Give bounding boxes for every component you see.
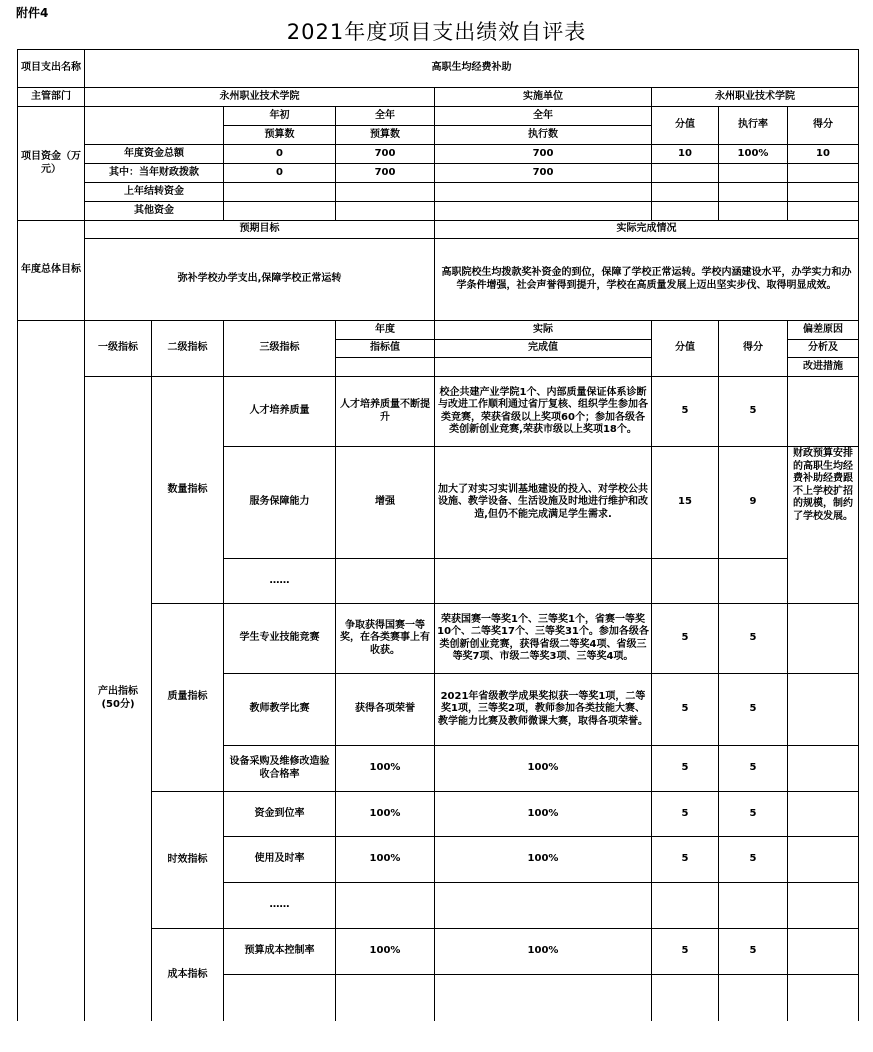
time-r3-name: …… <box>224 883 336 929</box>
funds-row-name: 上年结转资金 <box>85 183 224 202</box>
qual-r2-target: 获得各项荣誉 <box>336 674 435 746</box>
output-label-sub: (50分) <box>101 698 135 710</box>
ind-h-blank1 <box>336 358 435 377</box>
funds-h-score: 分值 <box>652 107 719 145</box>
output-label <box>85 377 152 1021</box>
funds-row-score <box>652 183 719 202</box>
ind-h-blank2 <box>435 358 652 377</box>
funds-h-got: 得分 <box>788 107 859 145</box>
qual-r3-name: 设备采购及维修改造验收合格率 <box>224 746 336 792</box>
funds-row-score <box>652 202 719 221</box>
qual-r1-target: 争取获得国赛一等奖，在各类赛事上有收获。 <box>336 604 435 674</box>
qty-r3-actual <box>435 559 652 604</box>
funds-row-got <box>788 202 859 221</box>
time-r2-dev <box>788 837 859 883</box>
qual-r2-dev <box>788 674 859 746</box>
cost-r2-score <box>652 975 719 1021</box>
funds-row-c <box>435 202 652 221</box>
time-r2-got: 5 <box>719 837 788 883</box>
qual-r3-score: 5 <box>652 746 719 792</box>
funds-row-name: 其中：当年财政拨款 <box>85 164 224 183</box>
qual-r1-actual: 荣获国赛一等奖1个、三等奖1个，省赛一等奖10个、二等奖17个、三等奖31个。参加各级各类创新创业竞赛，获得省级二等奖4项、省级三等奖7项、市级二等奖3项、三等奖4项。 <box>435 604 652 674</box>
qty-r2-dev: 财政预算安排的高职生均经费补助经费跟不上学校扩招的规模，制约了学校发展。 <box>788 447 859 604</box>
time-r3-score <box>652 883 719 929</box>
funds-row <box>18 183 859 202</box>
funds-row-a <box>224 183 336 202</box>
funds-row-got <box>788 183 859 202</box>
funds-row-c: 700 <box>435 164 652 183</box>
cost-r1-score: 5 <box>652 929 719 975</box>
qual-r2-name: 教师教学比赛 <box>224 674 336 746</box>
cost-r1-actual: 100% <box>435 929 652 975</box>
ind-h-done: 完成值 <box>435 340 652 358</box>
goal-expected-label: 预期目标 <box>85 221 435 239</box>
quantity-label: 数量指标 <box>152 377 224 604</box>
quality-label: 质量指标 <box>152 604 224 792</box>
funds-h-exec: 执行数 <box>435 126 652 145</box>
dept-label: 主管部门 <box>18 88 85 107</box>
ind-h-dev2: 分析及 <box>788 340 859 358</box>
funds-row-b <box>336 183 435 202</box>
funds-row-b: 700 <box>336 145 435 164</box>
qual-r2-actual: 2021年省级教学成果奖拟获一等奖1项，二等奖1项，三等奖2项，教师参加各类技能大赛、教学能力比赛及教师微课大赛，取得各项荣誉。 <box>435 674 652 746</box>
qty-r1-got: 5 <box>719 377 788 447</box>
timeliness-label: 时效指标 <box>152 792 224 929</box>
page-title: 2021年度项目支出绩效自评表 <box>286 20 587 44</box>
qual-r1-name: 学生专业技能竞赛 <box>224 604 336 674</box>
funds-row-name: 年度资金总额 <box>85 145 224 164</box>
cost-r1-dev <box>788 929 859 975</box>
qty-r1-name: 人才培养质量 <box>224 377 336 447</box>
qual-r3-dev <box>788 746 859 792</box>
ind-h-dev3: 改进措施 <box>788 358 859 377</box>
funds-label: 项目资金（万元） <box>18 107 85 221</box>
ind-h-score: 分值 <box>652 321 719 377</box>
qual-r3-got: 5 <box>719 746 788 792</box>
ind-h-year: 年度 <box>336 321 435 340</box>
time-r1-actual: 100% <box>435 792 652 837</box>
time-r3-dev <box>788 883 859 929</box>
qty-r2-target: 增强 <box>336 447 435 559</box>
qty-r1-target: 人才培养质量不断提升 <box>336 377 435 447</box>
attachment-label: 附件4 <box>16 6 49 20</box>
qty-r1-score: 5 <box>652 377 719 447</box>
funds-h-budget2: 预算数 <box>336 126 435 145</box>
funds-row-b: 700 <box>336 164 435 183</box>
funds-row-rate <box>719 183 788 202</box>
funds-h-budget1: 预算数 <box>224 126 336 145</box>
funds-row <box>18 202 859 221</box>
funds-row-got: 10 <box>788 145 859 164</box>
performance-table <box>17 49 859 1021</box>
cost-r1-target: 100% <box>336 929 435 975</box>
time-r2-actual: 100% <box>435 837 652 883</box>
time-r2-score: 5 <box>652 837 719 883</box>
cost-r2-target <box>336 975 435 1021</box>
funds-h-rate: 执行率 <box>719 107 788 145</box>
time-r1-score: 5 <box>652 792 719 837</box>
goal-actual: 高职院校生均拨款奖补资金的到位，保障了学校正常运转。学校内涵建设水平，办学实力和办学条件增强，社会声誉得到提升，学校在高质量发展上迈出坚实步伐、取得明显成效。 <box>435 239 859 321</box>
cost-r1-name: 预算成本控制率 <box>224 929 336 975</box>
ind-h-actual: 实际 <box>435 321 652 340</box>
qual-r2-got: 5 <box>719 674 788 746</box>
funds-row-c <box>435 183 652 202</box>
qual-r1-score: 5 <box>652 604 719 674</box>
cost-r2-got <box>719 975 788 1021</box>
qty-r1-dev <box>788 377 859 447</box>
qty-r1-actual: 校企共建产业学院1个、内部质量保证体系诊断与改进工作顺利通过省厅复核、组织学生参加各类竞赛，荣获省级以上奖项60个；参加各级各类创新创业竞赛,荣获市级以上奖项18个。 <box>435 377 652 447</box>
qty-r2-name: 服务保障能力 <box>224 447 336 559</box>
impl-value: 永州职业技术学院 <box>652 88 859 107</box>
goal-actual-label: 实际完成情况 <box>435 221 859 239</box>
qty-r3-got <box>719 559 788 604</box>
cost-r2-actual <box>435 975 652 1021</box>
qual-r1-got: 5 <box>719 604 788 674</box>
funds-h-full-year2: 全年 <box>435 107 652 126</box>
time-r3-target <box>336 883 435 929</box>
time-r1-target: 100% <box>336 792 435 837</box>
funds-row-score <box>652 164 719 183</box>
cost-r2-dev <box>788 975 859 1021</box>
funds-row-score: 10 <box>652 145 719 164</box>
funds-row-rate <box>719 202 788 221</box>
funds-row-rate <box>719 164 788 183</box>
cost-r2-name <box>224 975 336 1021</box>
time-r1-name: 资金到位率 <box>224 792 336 837</box>
project-name-label: 项目支出名称 <box>18 50 85 88</box>
qty-r3-name: …… <box>224 559 336 604</box>
funds-row-a: 0 <box>224 164 336 183</box>
impl-label: 实施单位 <box>435 88 652 107</box>
qual-r1-dev <box>788 604 859 674</box>
funds-row <box>18 164 859 183</box>
time-r1-got: 5 <box>719 792 788 837</box>
qty-r3-score <box>652 559 719 604</box>
ind-h-got: 得分 <box>719 321 788 377</box>
qual-r3-target: 100% <box>336 746 435 792</box>
funds-row-a <box>224 202 336 221</box>
ind-h-dev1: 偏差原因 <box>788 321 859 340</box>
blank-left-col <box>18 321 85 1021</box>
ind-h-l2: 二级指标 <box>152 321 224 377</box>
project-name-value: 高职生均经费补助 <box>85 50 859 88</box>
goal-label: 年度总体目标 <box>18 221 85 321</box>
funds-row <box>18 145 859 164</box>
goal-expected: 弥补学校办学支出,保障学校正常运转 <box>85 239 435 321</box>
qual-r2-score: 5 <box>652 674 719 746</box>
cost-r1-got: 5 <box>719 929 788 975</box>
funds-row-rate: 100% <box>719 145 788 164</box>
funds-row-name: 其他资金 <box>85 202 224 221</box>
qty-r2-score: 15 <box>652 447 719 559</box>
qty-r2-actual: 加大了对实习实训基地建设的投入、对学校公共设施、教学设备、生活设施及时地进行维护和改造,但仍不能完成满足学生需求. <box>435 447 652 559</box>
funds-row-got <box>788 164 859 183</box>
time-r1-dev <box>788 792 859 837</box>
dept-value: 永州职业技术学院 <box>85 88 435 107</box>
ind-h-l1: 一级指标 <box>85 321 152 377</box>
funds-h-year-start: 年初 <box>224 107 336 126</box>
qual-r3-actual: 100% <box>435 746 652 792</box>
time-r3-actual <box>435 883 652 929</box>
time-r3-got <box>719 883 788 929</box>
cost-label: 成本指标 <box>152 929 224 1021</box>
funds-row-c: 700 <box>435 145 652 164</box>
output-label-text: 产出指标 <box>98 686 138 698</box>
funds-blank-header <box>85 107 224 145</box>
time-r2-name: 使用及时率 <box>224 837 336 883</box>
ind-h-l3: 三级指标 <box>224 321 336 377</box>
funds-h-full-year1: 全年 <box>336 107 435 126</box>
funds-row-a: 0 <box>224 145 336 164</box>
ind-h-target: 指标值 <box>336 340 435 358</box>
qty-r2-got: 9 <box>719 447 788 559</box>
funds-row-b <box>336 202 435 221</box>
qty-r3-target <box>336 559 435 604</box>
time-r2-target: 100% <box>336 837 435 883</box>
